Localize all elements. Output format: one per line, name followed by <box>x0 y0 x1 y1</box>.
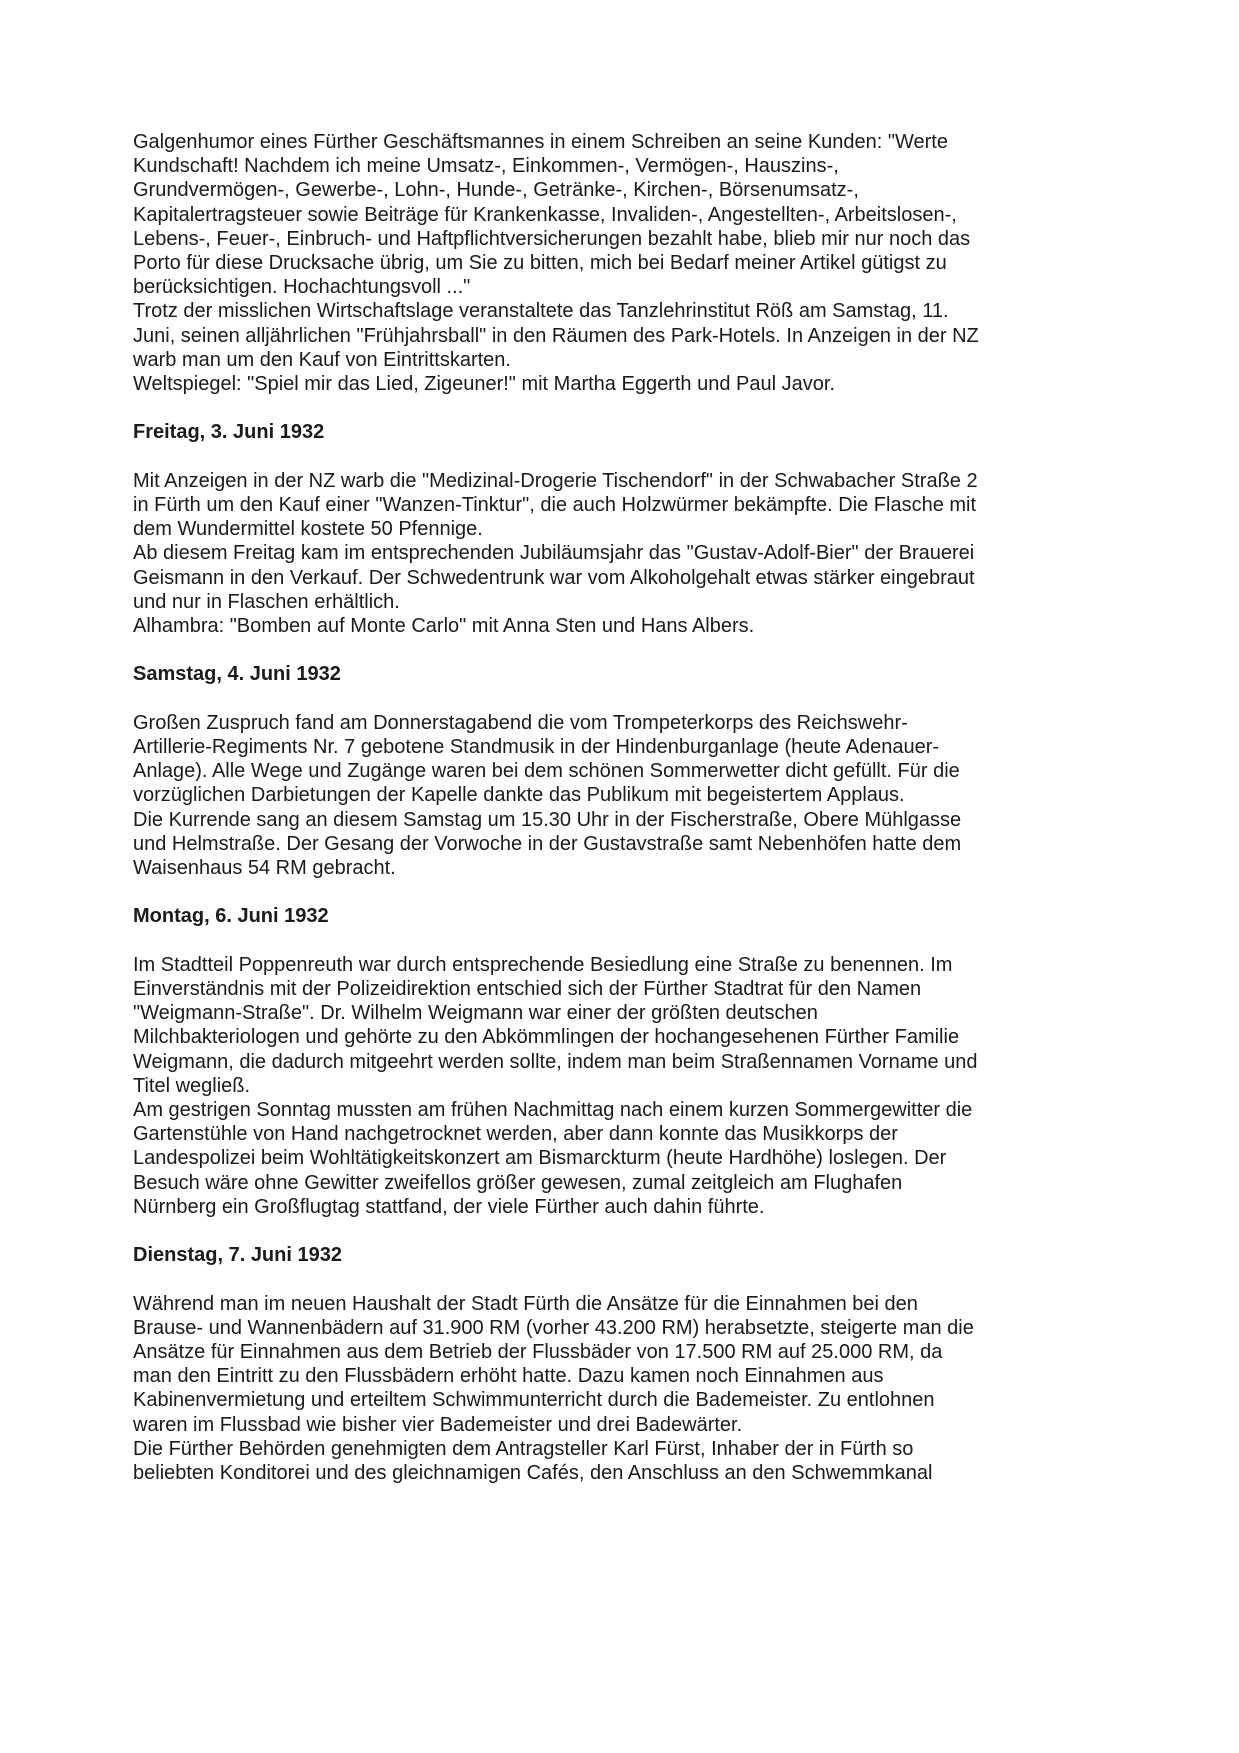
paragraph-weltspiegel: Weltspiegel: "Spiel mir das Lied, Zigeuner!" mit Martha Eggerth und Paul Javor. <box>133 373 835 396</box>
paragraph-alhambra: Alhambra: "Bomben auf Monte Carlo" mit Anna Sten und Hans Albers. <box>133 615 755 638</box>
paragraph-kurrende: Die Kurrende sang an diesem Samstag um 15.30 Uhr in der Fischerstraße, Obere Mühlgasse und Helmstraße. Der Gesang der Vorwoche in der Gustavstraße samt Nebenhöfen hatte dem Waisenhaus 54 RM gebracht. <box>133 808 962 880</box>
document-page <box>133 130 986 1485</box>
paragraph-flussbaeder-haushalt: Während man im neuen Haushalt der Stadt Fürth die Ansätze für die Einnahmen bei den Brause- und Wannenbädern auf 31.900 RM (vorher 43.200 RM) herabsetzte, steigerte man die Ansätze für Einnahmen aus dem Betrieb der Flussbäder von 17.500 RM auf 25.000 RM, da man den Eintritt zu den Flussbädern erhöht hatte. Dazu kamen noch Einnahmen aus Kabinenvermietung und erteiltem Schwimmunterricht durch die Bademeister. Zu entlohnen waren im Flussbad wie bisher vier Bademeister und drei Badewärter. <box>133 1292 974 1436</box>
paragraph-sommergewitter: Am gestrigen Sonntag mussten am frühen Nachmittag nach einem kurzen Sommergewitter die Gartenstühle von Hand nachgetrocknet werden, aber dann konnte das Musikkorps der Landespolizei beim Wohltätigkeitskonzert am Bismarckturm (heute Hardhöhe) loslegen. Der Besuch wäre ohne Gewitter zweifellos größer gewesen, zumal zeitgleich am Flughafen Nürnberg ein Großflugtag stattfand, der viele Fürther auch dahin führte. <box>133 1099 973 1218</box>
paragraph-karl-fuerst: Die Fürther Behörden genehmigten dem Antragsteller Karl Fürst, Inhaber der in Fürth so beliebten Konditorei und des gleichnamigen Cafés, den Anschluss an den Schwemmkanal <box>133 1437 933 1485</box>
section-heading-dienstag: Dienstag, 7. Juni 1932 <box>133 1244 342 1267</box>
paragraph-medizinal-drogerie: Mit Anzeigen in der NZ warb die "Medizinal-Drogerie Tischendorf" in der Schwabacher Straße 2 in Fürth um den Kauf einer "Wanzen-Tinktur", die auch Holzwürmer bekämpfte. Die Flasche mit dem Wundermittel kostete 50 Pfennige. <box>133 469 978 541</box>
section-samstag-4-juni-1932 <box>133 662 986 880</box>
section-heading-freitag: Freitag, 3. Juni 1932 <box>133 421 325 444</box>
section-freitag-3-juni-1932 <box>133 420 986 638</box>
paragraph-galgenhumor: Galgenhumor eines Fürther Geschäftsmannes in einem Schreiben an seine Kunden: "Werte Kundschaft! Nachdem ich meine Umsatz-, Einkommen-, Vermögen-, Hauszins-, Grundvermögen-, Gewerbe-, Lohn-, Hunde-, Getränke-, Kirchen-, Börsenumsatz-, Kapitalertragsteuer sowie Beiträge für Krankenkasse, Invaliden-, Angestellten-, Arbeitslosen-, Lebens-, Feuer-, Einbruch- und Haftpflichtversicherungen bezahlt habe, blieb mir nur noch das Porto für diese Drucksache übrig, um Sie zu bitten, mich bei Bedarf meiner Artikel gütigst zu berücksichtigen. Hochachtungsvoll ..." <box>133 131 971 299</box>
section-dienstag-7-juni-1932 <box>133 1243 986 1485</box>
paragraph-tanzlehrinstitut: Trotz der misslichen Wirtschaftslage veranstaltete das Tanzlehrinstitut Röß am Samstag, 11. Juni, seinen alljährlichen "Frühjahrsball" in den Räumen des Park-Hotels. In Anzeigen in der NZ warb man um den Kauf von Eintrittskarten. <box>133 300 979 371</box>
paragraph-weigmann-strasse: Im Stadtteil Poppenreuth war durch entsprechende Besiedlung eine Straße zu benennen. Im Einverständnis mit der Polizeidirektion entschied sich der Fürther Stadtrat für den Namen "Weigmann-Straße". Dr. Wilhelm Weigmann war einer der größten deutschen Milchbakteriologen und gehörte zu den Abkömmlingen der hochangesehenen Fürther Familie Weigmann, die dadurch mitgeehrt werden sollte, indem man beim Straßennamen Vorname und Titel wegließ. <box>133 953 978 1097</box>
paragraph-gustav-adolf-bier: Ab diesem Freitag kam im entsprechenden Jubiläumsjahr das "Gustav-Adolf-Bier" der Brauerei Geismann in den Verkauf. Der Schwedentrunk war vom Alkoholgehalt etwas stärker eingebraut und nur in Flaschen erhältlich. <box>133 542 975 613</box>
section-heading-montag: Montag, 6. Juni 1932 <box>133 905 329 928</box>
intro-section <box>133 130 986 396</box>
section-montag-6-juni-1932 <box>133 904 986 1219</box>
paragraph-standmusik: Großen Zuspruch fand am Donnerstagabend die vom Trompeterkorps des Reichswehr-Artillerie-Regiments Nr. 7 gebotene Standmusik in der Hindenburganlage (heute Adenauer-Anlage). Alle Wege und Zugänge waren bei dem schönen Sommerwetter dicht gefüllt. Für die vorzüglichen Darbietungen der Kapelle dankte das Publikum mit begeistertem Applaus. <box>133 711 960 807</box>
section-heading-samstag: Samstag, 4. Juni 1932 <box>133 663 341 686</box>
